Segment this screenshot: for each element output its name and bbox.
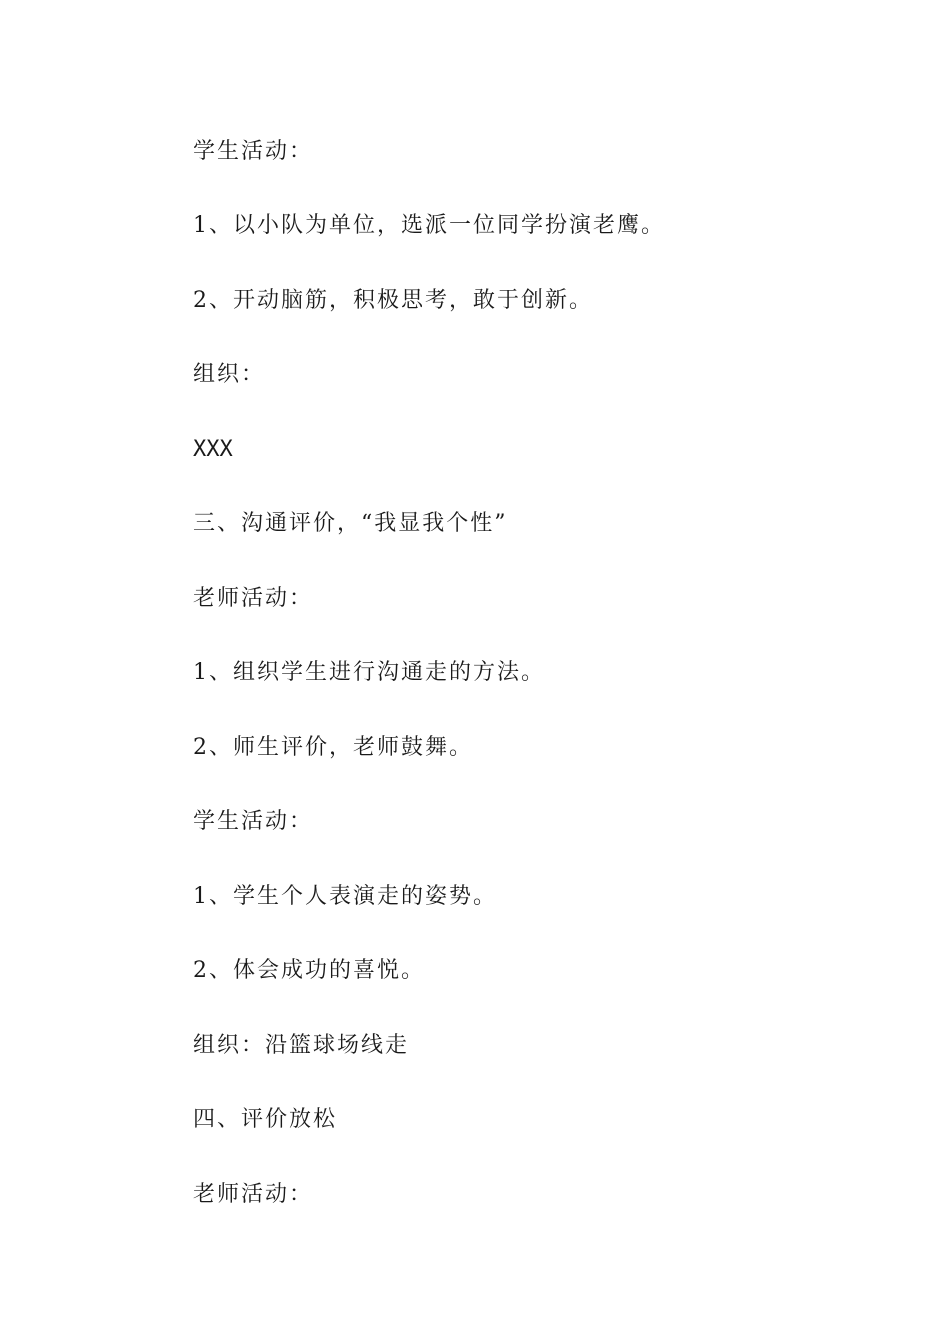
section-heading: 四、评价放松 [193,1107,338,1132]
list-item: 1、组织学生进行沟通走的方法。 [193,660,545,685]
list-item: 1、以小队为单位，选派一位同学扮演老鹰。 [193,213,665,238]
section-label-student-activity: 学生活动： [193,139,314,164]
list-item: 1、学生个人表演走的姿势。 [193,884,497,909]
list-item: 2、师生评价，老师鼓舞。 [193,735,473,760]
section-label-organization: 组织： [193,362,266,387]
list-item: 2、开动脑筋，积极思考，敢于创新。 [193,288,593,313]
section-label-teacher-activity: 老师活动： [193,1182,314,1207]
placeholder-text: XXX [193,437,233,462]
section-heading: 三、沟通评价，“我显我个性” [193,511,508,536]
section-label-organization: 组织：沿篮球场线走 [193,1033,410,1058]
list-item: 2、体会成功的喜悦。 [193,958,425,983]
section-label-student-activity: 学生活动： [193,809,314,834]
section-label-teacher-activity: 老师活动： [193,586,314,611]
